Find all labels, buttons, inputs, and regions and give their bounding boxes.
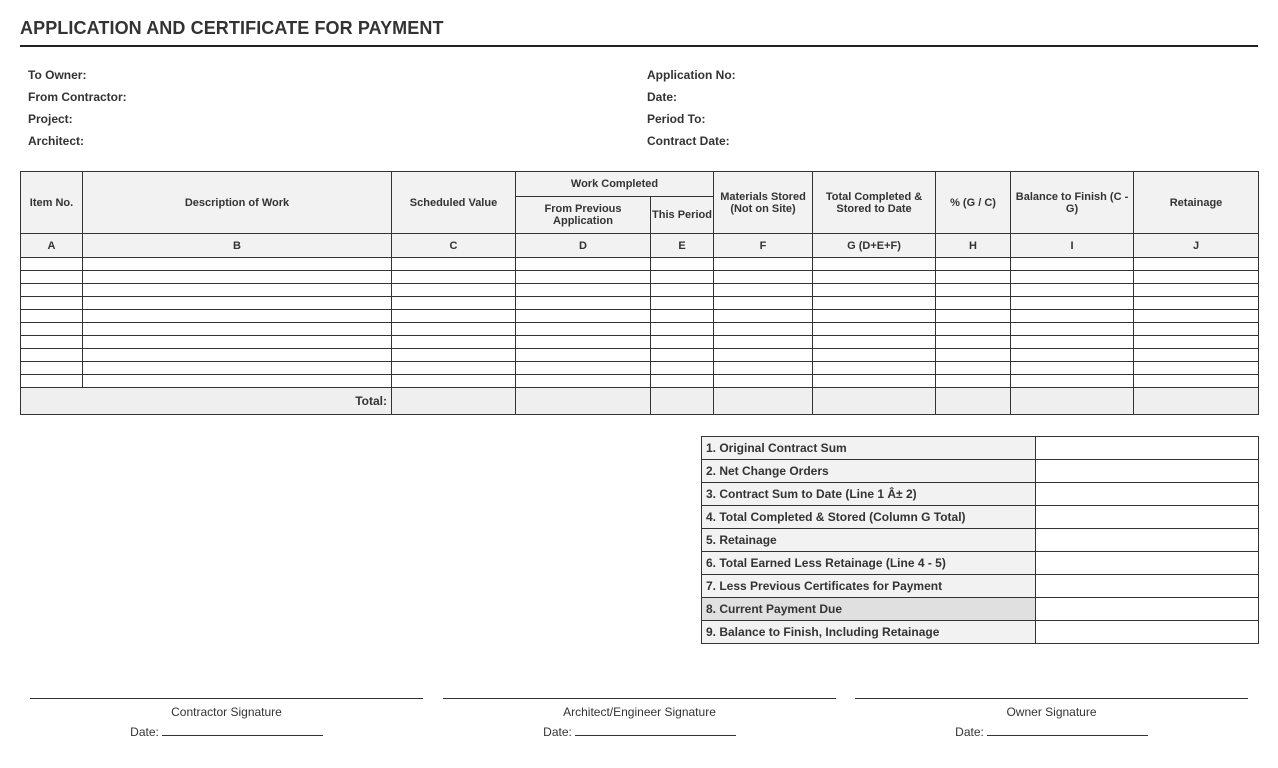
date-blank[interactable]: [987, 724, 1148, 736]
column-letters-row: [21, 234, 1259, 258]
table-row[interactable]: [21, 284, 1259, 297]
summary-label-current-payment-due: 8. Current Payment Due: [702, 598, 1036, 621]
to-owner-label: To Owner:: [28, 68, 87, 82]
letter-c: C: [392, 234, 516, 258]
col-materials-stored: Materials Stored (Not on Site): [714, 172, 813, 234]
date-blank[interactable]: [162, 724, 323, 736]
col-item-no: Item No.: [21, 172, 83, 234]
letter-a: A: [21, 234, 83, 258]
col-balance: Balance to Finish (C - G): [1011, 172, 1134, 234]
summary-value-field[interactable]: [1036, 621, 1259, 644]
col-from-previous: From Previous Application: [516, 197, 651, 234]
header-fields-right: [647, 66, 736, 154]
summary-value-field[interactable]: [1036, 598, 1259, 621]
summary-label-total-earned-less-retainage: 6. Total Earned Less Retainage (Line 4 - 5): [702, 552, 1036, 575]
payment-summary-table: [701, 436, 1259, 644]
summary-value-field[interactable]: [1036, 437, 1259, 460]
col-work-completed: Work Completed: [516, 172, 714, 197]
summary-value-field[interactable]: [1036, 483, 1259, 506]
date-label: Date:: [130, 725, 159, 739]
col-scheduled-value: Scheduled Value: [392, 172, 516, 234]
table-row[interactable]: [21, 375, 1259, 388]
total-this-period[interactable]: [651, 388, 714, 415]
signature-caption: Owner Signature: [1006, 705, 1097, 719]
letter-j: J: [1134, 234, 1259, 258]
letter-g: G (D+E+F): [813, 234, 936, 258]
letter-h: H: [936, 234, 1011, 258]
owner-signature-block: [855, 698, 1248, 740]
contract-date-label: Contract Date:: [647, 134, 730, 148]
letter-b: B: [83, 234, 392, 258]
architect-label: Architect:: [28, 134, 85, 148]
contractor-signature-block: [30, 698, 423, 740]
total-label: Total:: [21, 388, 392, 415]
summary-value-field[interactable]: [1036, 529, 1259, 552]
from-contractor-label: From Contractor:: [28, 90, 127, 104]
date-label: Date:: [647, 90, 678, 104]
table-row[interactable]: [21, 323, 1259, 336]
signature-caption: Architect/Engineer Signature: [563, 705, 716, 719]
col-retainage: Retainage: [1134, 172, 1259, 234]
letter-e: E: [651, 234, 714, 258]
total-from-previous[interactable]: [516, 388, 651, 415]
signature-line[interactable]: [855, 698, 1248, 699]
architect-signature-block: [443, 698, 836, 740]
header-fields-left: [28, 66, 127, 154]
date-label: Date:: [543, 725, 572, 739]
signature-line[interactable]: [443, 698, 836, 699]
total-balance[interactable]: [1011, 388, 1134, 415]
summary-value-field[interactable]: [1036, 460, 1259, 483]
col-percent: % (G / C): [936, 172, 1011, 234]
table-row[interactable]: [21, 297, 1259, 310]
total-materials-stored[interactable]: [714, 388, 813, 415]
summary-label-retainage: 5. Retainage: [702, 529, 1036, 552]
title-rule: [20, 45, 1258, 47]
summary-label-original-contract-sum: 1. Original Contract Sum: [702, 437, 1036, 460]
summary-value-field[interactable]: [1036, 506, 1259, 529]
summary-label-balance-to-finish: 9. Balance to Finish, Including Retainage: [702, 621, 1036, 644]
total-scheduled-value[interactable]: [392, 388, 516, 415]
table-row[interactable]: [21, 310, 1259, 323]
table-row[interactable]: [21, 349, 1259, 362]
total-retainage[interactable]: [1134, 388, 1259, 415]
period-to-label: Period To:: [647, 112, 706, 126]
table-row[interactable]: [21, 258, 1259, 271]
date-blank[interactable]: [575, 724, 736, 736]
summary-value-field[interactable]: [1036, 575, 1259, 598]
table-row[interactable]: [21, 271, 1259, 284]
summary-label-net-change-orders: 2. Net Change Orders: [702, 460, 1036, 483]
continuation-table: [20, 171, 1259, 415]
summary-label-contract-sum-to-date: 3. Contract Sum to Date (Line 1 Â± 2): [702, 483, 1036, 506]
summary-label-less-previous-certificates: 7. Less Previous Certificates for Payment: [702, 575, 1036, 598]
col-this-period: This Period: [651, 197, 714, 234]
col-description: Description of Work: [83, 172, 392, 234]
total-percent[interactable]: [936, 388, 1011, 415]
col-total-completed: Total Completed & Stored to Date: [813, 172, 936, 234]
summary-label-total-completed-stored: 4. Total Completed & Stored (Column G Total): [702, 506, 1036, 529]
table-row[interactable]: [21, 336, 1259, 349]
summary-value-field[interactable]: [1036, 552, 1259, 575]
letter-d: D: [516, 234, 651, 258]
letter-f: F: [714, 234, 813, 258]
date-label: Date:: [955, 725, 984, 739]
project-label: Project:: [28, 112, 73, 126]
application-no-label: Application No:: [647, 68, 736, 82]
signature-caption: Contractor Signature: [171, 705, 282, 719]
signature-line[interactable]: [30, 698, 423, 699]
total-row: [21, 388, 1259, 415]
total-completed-stored[interactable]: [813, 388, 936, 415]
letter-i: I: [1011, 234, 1134, 258]
table-row[interactable]: [21, 362, 1259, 375]
form-title: APPLICATION AND CERTIFICATE FOR PAYMENT: [20, 18, 444, 38]
